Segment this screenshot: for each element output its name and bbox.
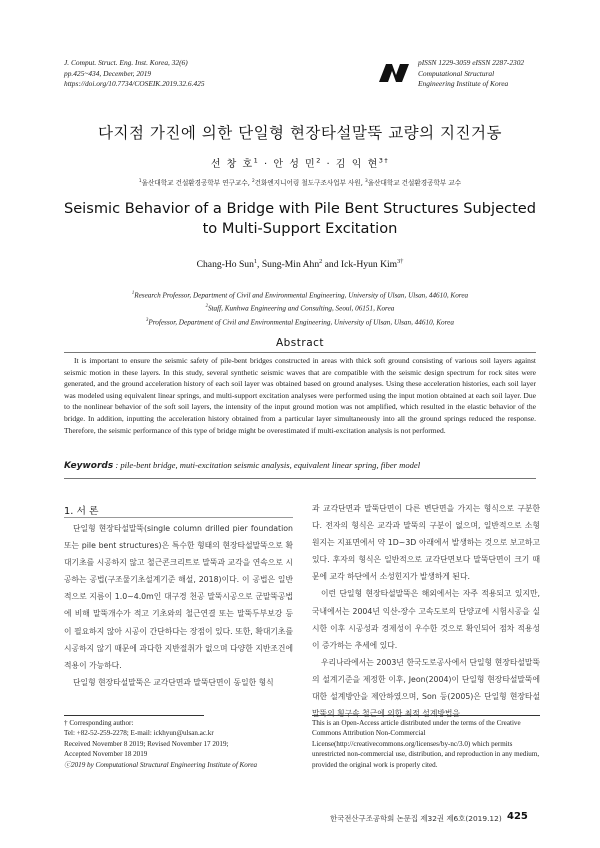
footnote-line: Received November 8 2019; Revised November 17 2019;: [64, 739, 229, 748]
abstract-top-rule: [64, 352, 536, 353]
footnote-copyright: ⓒ2019 by Computational Structural Engineering Institute of Korea: [64, 760, 258, 769]
aff-sup: 1: [138, 178, 142, 184]
body-paragraph: 단일형 현장타설말뚝은 교각단면과 말뚝단면이 동일한 형식: [73, 677, 274, 687]
body-column-right: [312, 500, 540, 722]
authors-english: [0, 258, 600, 270]
aff-sup: 3: [364, 178, 368, 184]
author-name: 안 성 민: [273, 159, 317, 170]
body-paragraph: 과 교각단면과 말뚝단면이 다른 변단면을 가지는 형식으로 구분한다. 전자의 형식은 교각과 말뚝의 구분이 없으며, 일반적으로 소형원지는 지표면에서 약 1D~3D 아래에서 발생하는 것으로 보고하고 있다. 후자의 형식은 일반적으로 교각단면보다 말뚝단면이 크기 때문에 교각 하단에서 소성힌지가 발생하게 된다.: [312, 504, 540, 582]
aff-text: Professor, Department of Civil and Environmental Engineering, University of Ulsan, Ulsan, 44610, Korea: [148, 318, 454, 327]
publisher-line: Computational Structural: [418, 68, 495, 78]
aff-sup: 3: [146, 317, 149, 323]
affiliation-line: [60, 288, 540, 301]
author-sup: 1: [253, 156, 260, 165]
section-rule: [64, 517, 293, 518]
author-name: Sung-Min Ahn: [261, 259, 320, 271]
affiliations-english: [60, 288, 540, 328]
footnote-rule-left: [64, 715, 204, 716]
footnote-email[interactable]: Tel: +82-52-259-2278; E-mail: ickhyun@ulsan.ac.kr: [64, 729, 214, 738]
journal-logo-icon: [377, 62, 411, 84]
issn-line: pISSN 1229-3059 eISSN 2287-2302: [418, 58, 525, 67]
citation-line: J. Comput. Struct. Eng. Inst. Korea, 32(6): [64, 58, 188, 67]
footnote-correspondence: [64, 718, 296, 770]
author-sup: 2: [316, 156, 322, 165]
author-sep: and: [322, 259, 341, 271]
author-sep: ·: [326, 159, 332, 170]
section-heading: 1. 서 론: [64, 506, 99, 517]
keywords-line: [64, 460, 536, 471]
author-name: 선 창 호: [210, 159, 254, 170]
abstract-bottom-rule: [64, 478, 536, 479]
aff-text: 건화엔지니어링 철도구조사업부 사원,: [254, 179, 363, 187]
journal-footer: 한국전산구조공학회 논문집 제32권 제6호(2019.12): [330, 814, 502, 823]
footnote-rule-right: [312, 715, 540, 716]
author-sep: ·: [264, 159, 269, 170]
author-sup: 1: [253, 258, 258, 265]
footnote-line: Accepted November 18 2019: [64, 750, 148, 759]
affiliation-line: [60, 301, 540, 314]
author-sup: 3†: [378, 156, 390, 165]
abstract-heading: Abstract: [275, 337, 325, 349]
publisher-line: Engineering Institute of Korea: [418, 79, 509, 88]
keywords-text: : pile-bent bridge, muti-excitation seismic analysis, equivalent linear spring, fiber model: [113, 460, 421, 470]
abstract-body: It is important to ensure the seismic safety of pile-bent bridges constructed in areas with thick soft ground consisting of various soil layers against seismic motion in these layers. In this study, several synthetic seismic waves that are compatible with the seismic design spectrum for rock sites were generated, and the ground acceleration history of each soil layer was obtained based on ground analyses. Using these acceleration histories, each soil layer was modeled using equivalent linear springs, and multi-support excitation analyses were performed using the input motion obtained at each soil layer. Due to the nonlinear behavior of the soft soil layers, the intensity of the input ground motion was not amplified, which resulted in the elastic behavior of the bridge. In addition, inputting the acceleration history obtained from a particular layer simultaneously into all the ground springs reduced the response. Therefore, the seismic performance of this type of bridge might be overestimated if multi-excitation analysis is not performed.: [64, 356, 536, 435]
body-paragraph: 이런 단일형 현장타설말뚝은 해외에서는 자주 적용되고 있지만, 국내에서는 2004년 익산-장수 고속도로의 단양교에 시험시공을 실시한 이후 시공성과 경제성이 우수한 것으로 확인되어 점차 적용성이 증가하는 추세에 있다.: [312, 589, 540, 650]
keywords-label: Keywords: [64, 461, 114, 471]
author-sep: ,: [257, 259, 262, 271]
body-column-left: [64, 520, 293, 691]
page-number: 425: [507, 811, 528, 822]
aff-sup: 1: [131, 291, 135, 296]
body-paragraph: 단일형 현장타설말뚝(single column drilled pier foundation 또는 pile bent structures)은 특수한 형태의 현장타설말뚝으로 확대기초를 시공하지 않고 철근콘크리트로 말뚝과 교각을 연속으로 시공하는 공법(구조물기초설계기준 해설, 2018)이다. 이 공법은 일반적으로 지름이 1.0~4.0m인 대구경 천공 말뚝시공으로 군말뚝공법에 비해 말뚝개수가 적고 기초와의 철근연결 또는 말뚝두부보강 등이 필요하지 않아 시공이 간단하다는 장점이 있다. 또한, 확대기초를 시공하지 않기 때문에 과다한 지반절취가 없으며 다양한 지반조건에 적용이 가능하다.: [64, 524, 293, 670]
author-sup: 3†: [397, 258, 404, 265]
authors-korean: [0, 155, 600, 170]
doi-link[interactable]: https://doi.org/10.7734/COSEIK.2019.32.6.425: [64, 79, 205, 88]
title-english: [60, 199, 540, 239]
author-name: 김 익 현: [335, 159, 379, 170]
aff-text: 울산대학교 건설환경공학부 교수: [367, 179, 462, 187]
aff-text: Research Professor, Department of Civil and Environmental Engineering, University of Ulsan, Ulsan, 44610, Korea: [134, 291, 469, 300]
body-paragraph: 우리나라에서는 2003년 한국도로공사에서 단일형 현장타설말뚝의 설계기준을 제정한 이후, Jeon(2004)이 단일형 현장타설말뚝에 대한 설계방안을 제안하였으며, Son 등(2005)은 단일형 현장타설말뚝의 횡구속 철근에 의한 최적 설계방법을: [312, 657, 540, 719]
footnote-license: This is an Open-Access article distributed under the terms of the Creative Commons Attribution Non-Commercial License(http://creativecommons.org/licenses/by-nc/3.0) which permits unrestricted non-commercial use, distribution, and reproduction in any medium, provided the original work is properly cited.: [312, 719, 540, 769]
aff-sup: 2: [205, 304, 208, 310]
title-line: to Multi-Support Excitation: [202, 220, 398, 237]
affiliation-line: [60, 315, 540, 328]
citation-line: pp.425~434, December, 2019: [64, 68, 152, 78]
footnote-line: † Corresponding author:: [64, 719, 134, 727]
title-line: Seismic Behavior of a Bridge with Pile Bent Structures Subjected: [63, 200, 537, 217]
author-name: Ick-Hyun Kim: [340, 259, 398, 271]
title-korean: 다지점 가진에 의한 단일형 현장타설말뚝 교량의 지진거동: [98, 124, 502, 142]
aff-text: 울산대학교 건설환경공학부 연구교수,: [141, 179, 250, 187]
affiliations-korean: [0, 177, 600, 187]
journal-issn: [418, 58, 524, 90]
aff-text: Staff, Kunhwa Engineering and Consulting, Seoul, 06151, Korea: [207, 304, 395, 313]
journal-citation: [64, 58, 205, 90]
aff-sup: 2: [251, 178, 255, 184]
author-name: Chang-Ho Sun: [196, 259, 254, 271]
author-sup: 2: [319, 258, 323, 265]
